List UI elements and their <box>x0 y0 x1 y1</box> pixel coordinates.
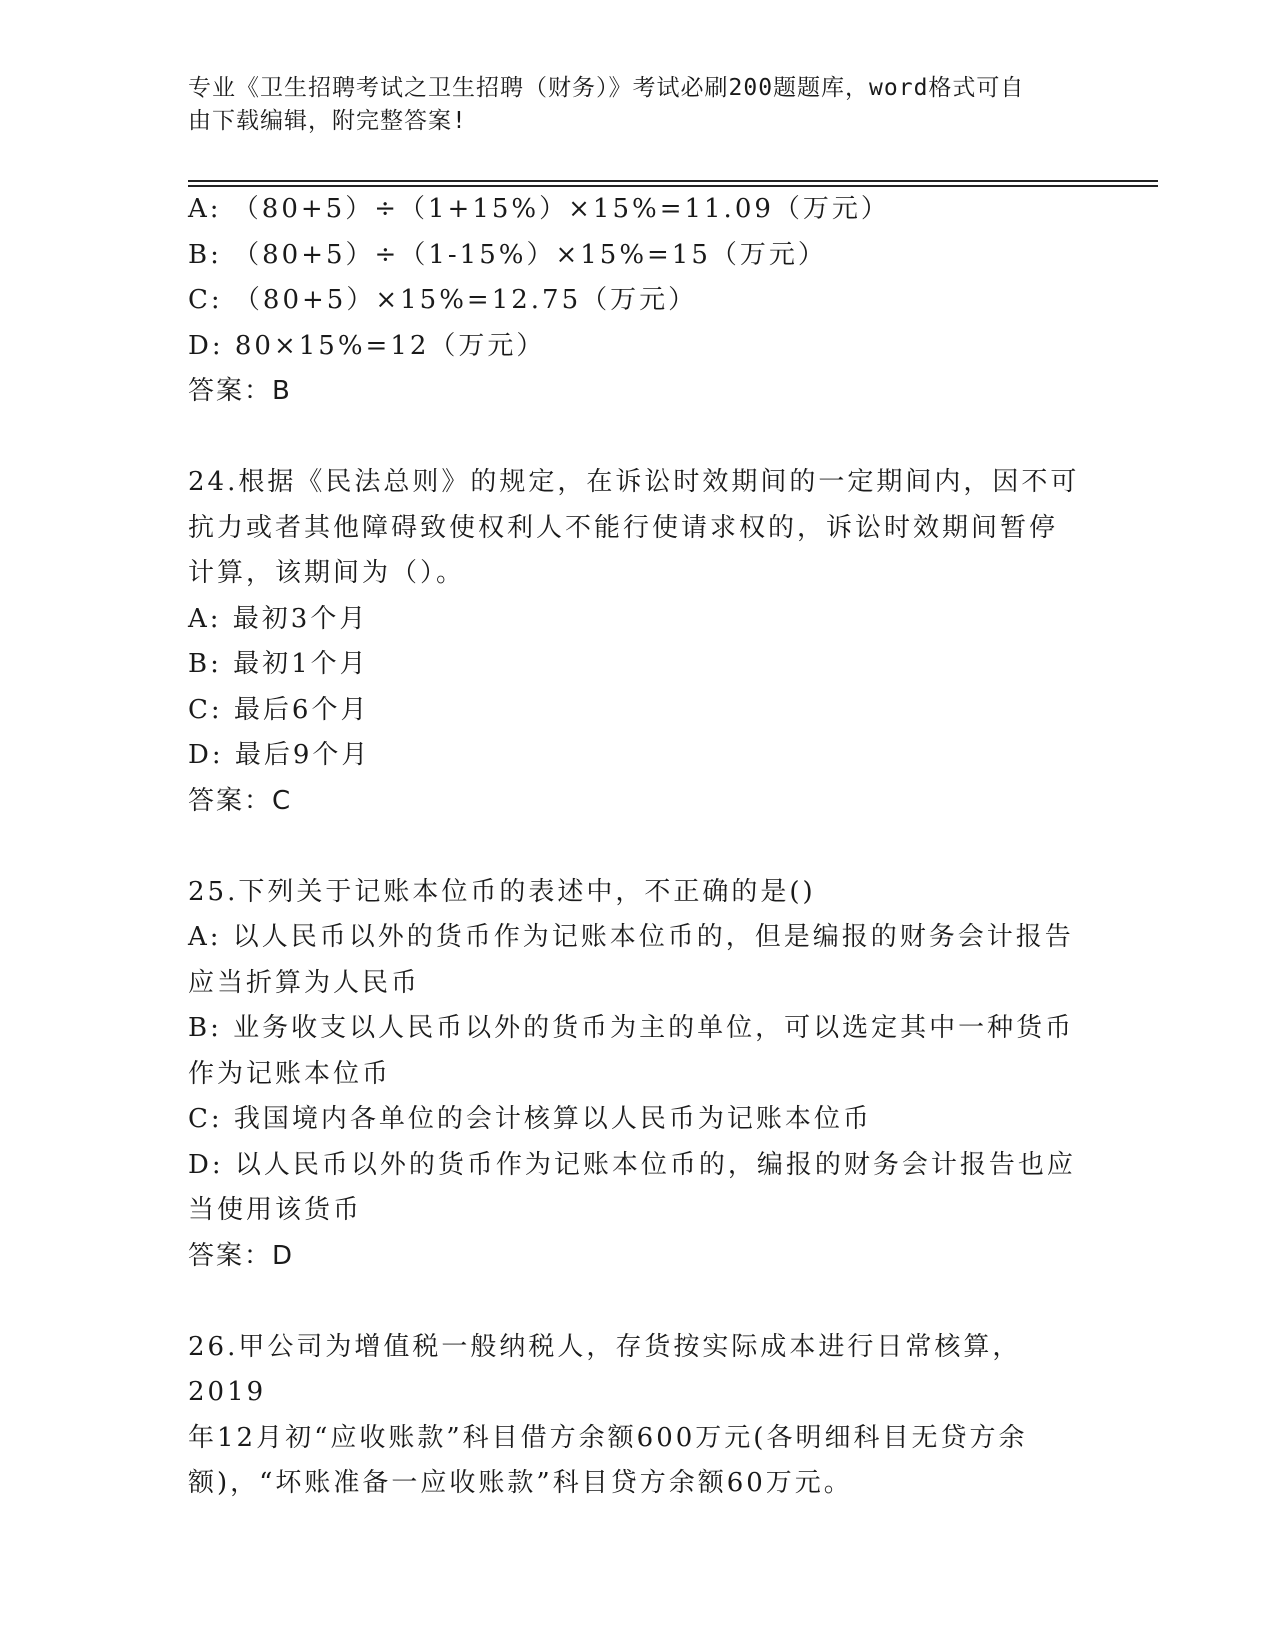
spacer <box>188 1279 1088 1325</box>
answer: 答案：D <box>188 1240 295 1271</box>
option-d: D: 以人民币以外的货币作为记账本位币的，编报的财务会计报告也应 <box>188 1149 1076 1180</box>
option-a-continued: 应当折算为人民币 <box>188 967 421 998</box>
question-stem: 25.下列关于记账本位币的表述中，不正确的是() <box>188 876 816 907</box>
option-d: D: 80×15%=12（万元） <box>188 330 546 361</box>
question-26 <box>188 1325 1088 1507</box>
answer: 答案：C <box>188 785 293 816</box>
option-b: B: （80+5）÷（1-15%）×15%=15（万元） <box>188 239 827 270</box>
question-stem: 额)，“坏账准备一应收账款”科目贷方余额60万元。 <box>188 1468 853 1498</box>
spacer <box>188 824 1088 870</box>
option-d: D: 最后9个月 <box>188 740 371 770</box>
option-b-continued: 作为记账本位币 <box>188 1058 392 1089</box>
option-c: C: 最后6个月 <box>188 694 370 725</box>
question-stem: 计算，该期间为（）。 <box>188 558 466 588</box>
option-a: A: 以人民币以外的货币作为记账本位币的，但是编报的财务会计报告 <box>188 922 1074 952</box>
question-23 <box>188 187 1088 415</box>
question-stem: 24.根据《民法总则》的规定，在诉讼时效期间的一定期间内，因不可 <box>188 467 1080 497</box>
question-25 <box>188 870 1088 1280</box>
question-stem: 抗力或者其他障碍致使权利人不能行使请求权的，诉讼时效期间暂停 <box>188 512 1059 543</box>
option-b: B: 业务收支以人民币以外的货币为主的单位，可以选定其中一种货币 <box>188 1013 1075 1043</box>
question-24 <box>188 460 1088 824</box>
option-d-continued: 当使用该货币 <box>188 1195 363 1225</box>
document-header <box>188 72 1068 138</box>
question-stem: 年12月初“应收账款”科目借方余额600万元(各明细科目无贷方余 <box>188 1422 1028 1453</box>
option-c: C: 我国境内各单位的会计核算以人民币为记账本位币 <box>188 1104 872 1134</box>
option-a: A: （80+5）÷（1+15%）×15%=11.09（万元） <box>188 194 890 224</box>
option-b: B: 最初1个月 <box>188 649 369 679</box>
spacer <box>188 415 1088 461</box>
option-c: C: （80+5）×15%=12.75（万元） <box>188 285 698 315</box>
question-stem: 26.甲公司为增值税一般纳税人，存货按实际成本进行日常核算，2019 <box>188 1331 1022 1407</box>
header-rule-top <box>188 180 1158 182</box>
option-a: A: 最初3个月 <box>188 603 369 634</box>
answer: 答案：B <box>188 376 292 406</box>
header-title-line-1: 专业《卫生招聘考试之卫生招聘（财务）》考试必刷200题题库，word格式可自 <box>188 75 1025 101</box>
document-body <box>188 187 1088 1507</box>
header-title-line-2: 由下载编辑，附完整答案! <box>188 108 467 134</box>
